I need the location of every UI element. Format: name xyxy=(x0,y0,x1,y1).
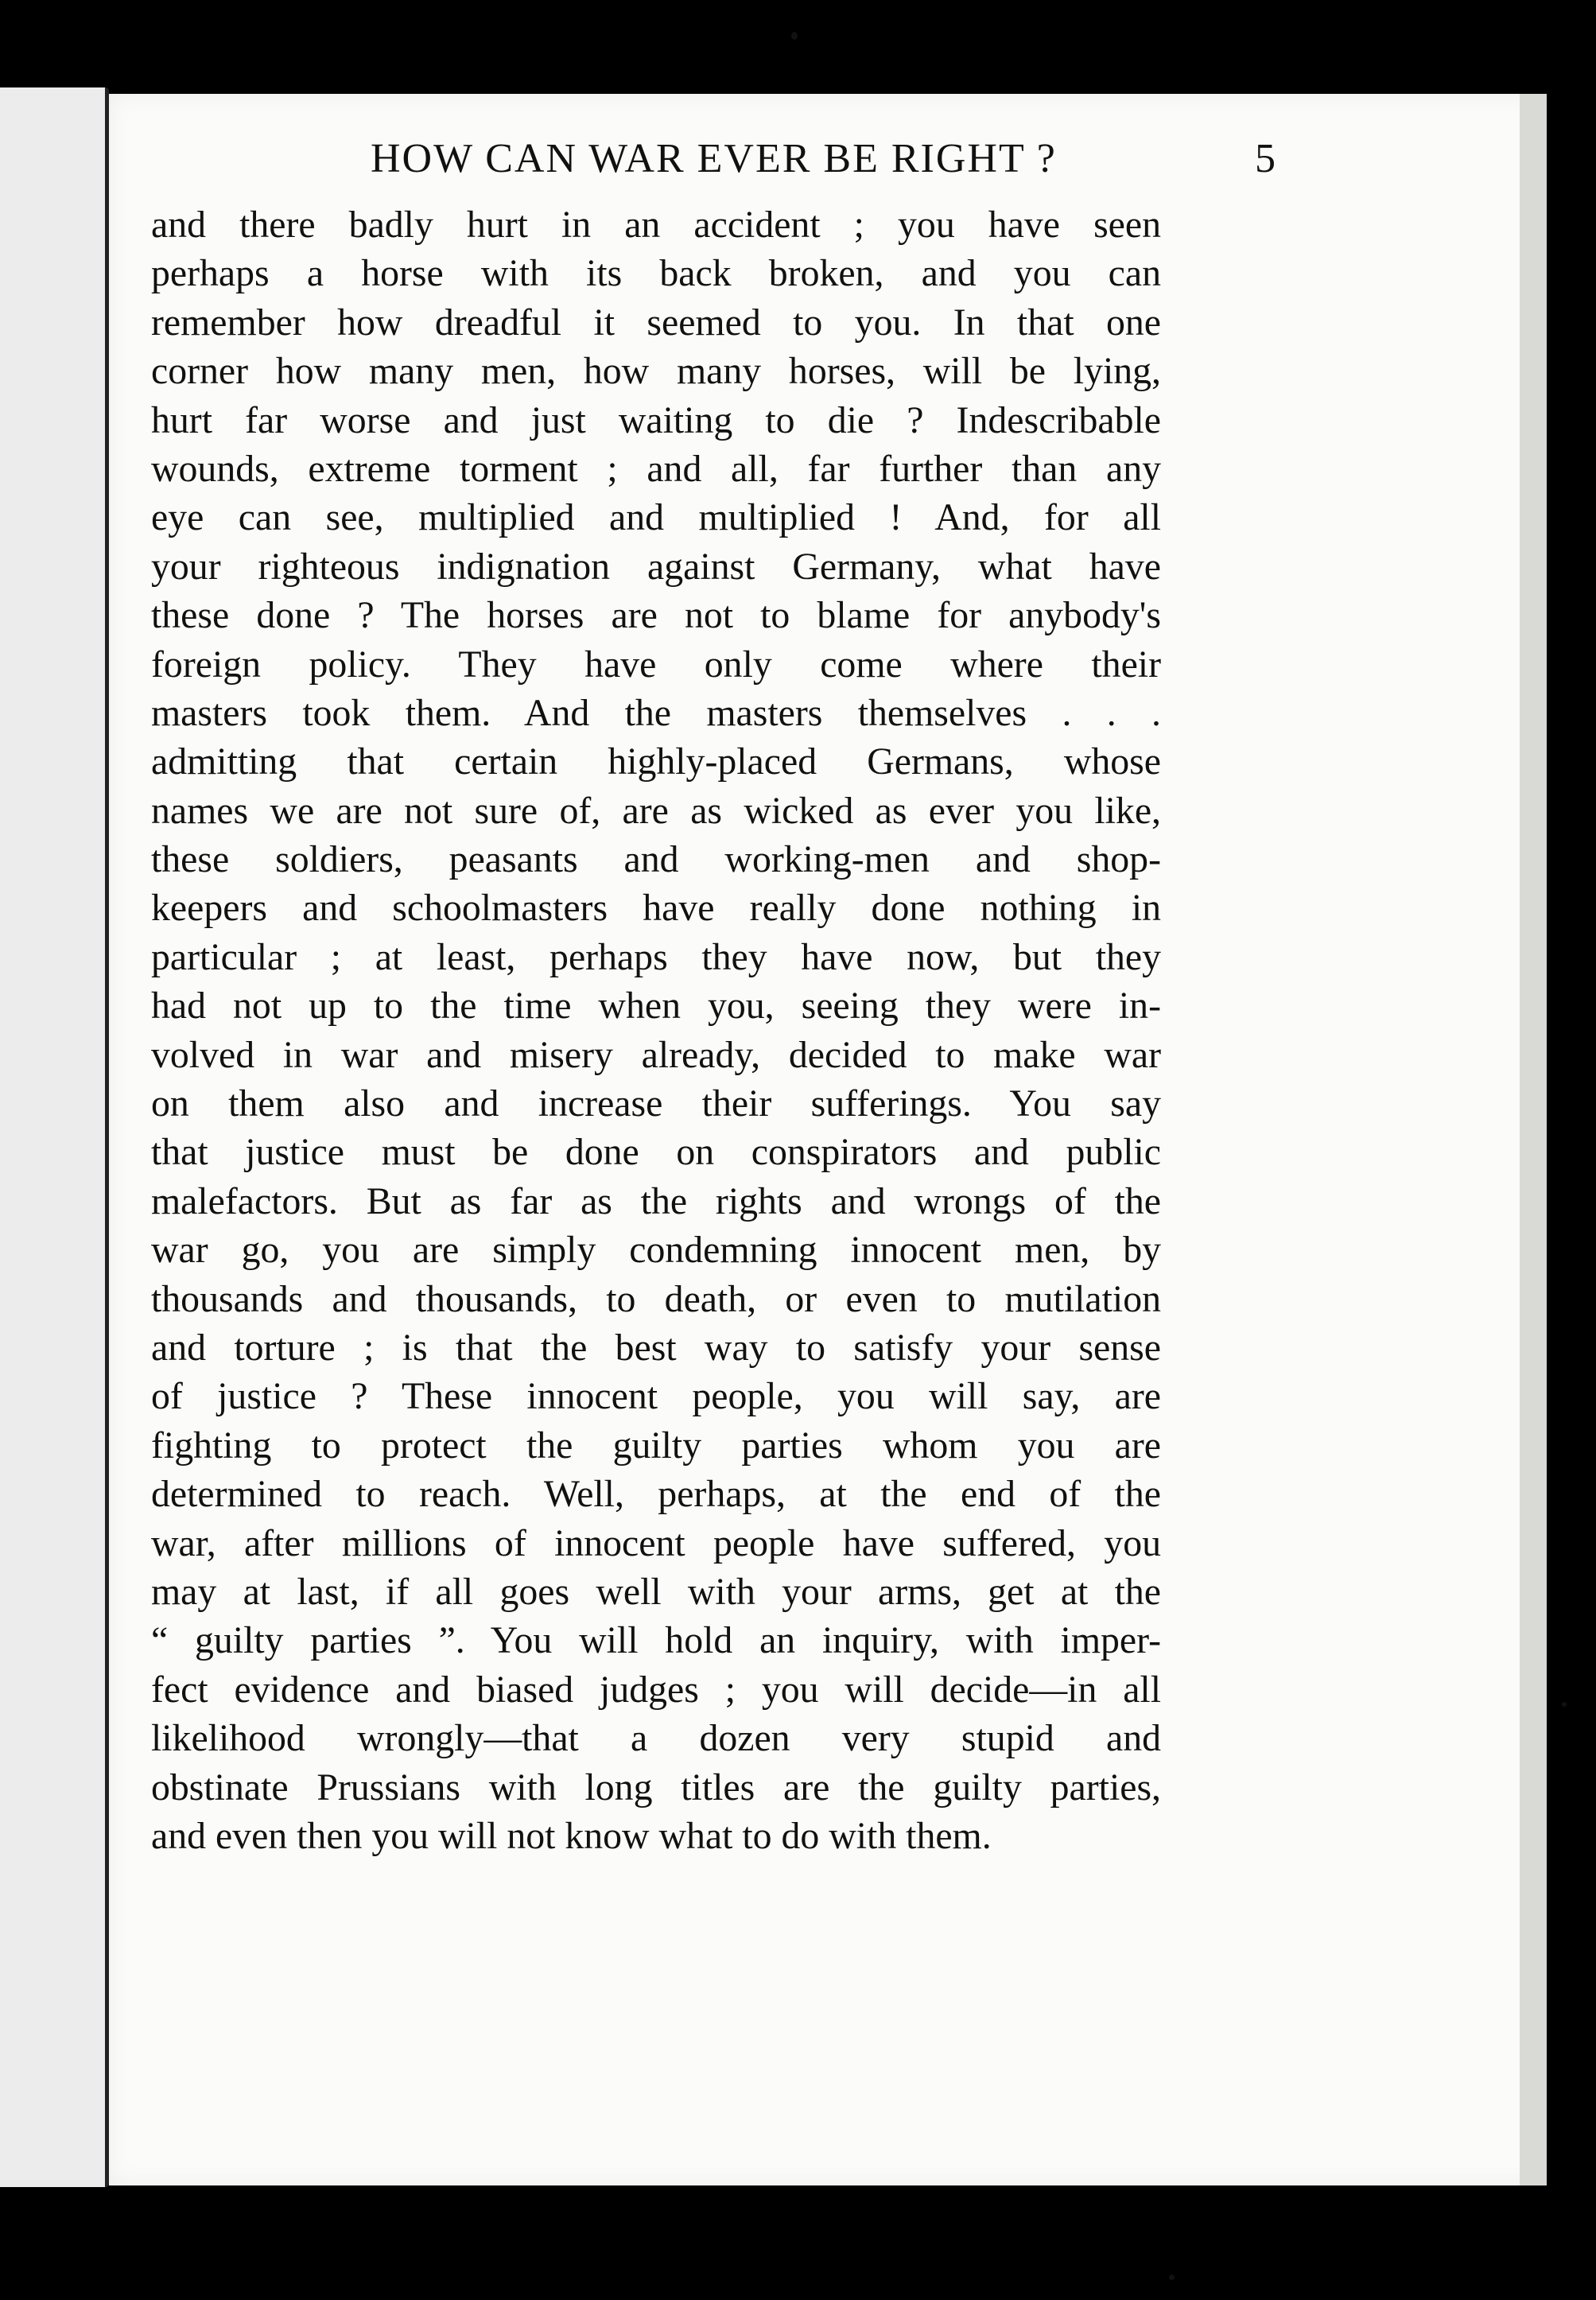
text-line: perhaps a horse with its back broken, and you can xyxy=(151,252,1161,295)
page-number: 5 xyxy=(1255,136,1276,181)
text-line: and there badly hurt in an accident ; you have seen xyxy=(151,204,1161,246)
scan-speck xyxy=(791,32,798,40)
text-line: obstinate Prussians with long titles are the guilty parties, xyxy=(151,1766,1161,1809)
text-line: admitting that certain highly-placed Germans, whose xyxy=(151,740,1161,783)
text-line: hurt far worse and just waiting to die ? Indescribable xyxy=(151,398,1161,441)
text-line: wounds, extreme torment ; and all, far further than any xyxy=(151,447,1161,490)
running-head: HOW CAN WAR EVER BE RIGHT ? xyxy=(371,136,1057,181)
text-line: “ guilty parties ”. You will hold an inquiry, with imper- xyxy=(151,1619,1161,1662)
scan-speck xyxy=(1562,1702,1567,1707)
text-line: eye can see, multiplied and multiplied ! And, for all xyxy=(151,496,1161,539)
text-line: masters took them. And the masters themselves . . . xyxy=(151,691,1161,734)
text-line: corner how many men, how many horses, will be lying, xyxy=(151,350,1161,393)
text-line: remember how dreadful it seemed to you. In that one xyxy=(151,301,1161,344)
text-line: that justice must be done on conspirators and public xyxy=(151,1131,1161,1174)
text-line: war go, you are simply condemning innocent men, by xyxy=(151,1229,1161,1272)
text-line: these done ? The horses are not to blame for anybody's xyxy=(151,594,1161,637)
page-header xyxy=(267,135,1276,199)
text-line: names we are not sure of, are as wicked as ever you like, xyxy=(151,789,1161,832)
text-line: keepers and schoolmasters have really done nothing in xyxy=(151,887,1161,930)
left-page-edge xyxy=(0,87,109,2187)
text-line: and torture ; is that the best way to satisfy your sense xyxy=(151,1326,1161,1369)
body-text xyxy=(151,200,1161,1860)
text-line: foreign policy. They have only come where their xyxy=(151,643,1161,686)
scan-speck xyxy=(1169,2275,1175,2280)
text-line: fighting to protect the guilty parties whom you are xyxy=(151,1424,1161,1467)
text-line: volved in war and misery already, decided to make war xyxy=(151,1033,1161,1076)
text-line: may at last, if all goes well with your arms, get at the xyxy=(151,1570,1161,1613)
text-line: determined to reach. Well, perhaps, at the end of the xyxy=(151,1473,1161,1516)
text-line: and even then you will not know what to do with them. xyxy=(151,1814,992,1857)
text-line: of justice ? These innocent people, you will say, are xyxy=(151,1375,1161,1418)
text-line: thousands and thousands, to death, or even to mutilation xyxy=(151,1277,1161,1320)
text-line: malefactors. But as far as the rights and wrongs of the xyxy=(151,1179,1161,1222)
text-line: fect evidence and biased judges ; you will decide—in all xyxy=(151,1668,1161,1711)
text-line: your righteous indignation against Germany, what have xyxy=(151,545,1161,588)
text-line: these soldiers, peasants and working-men and shop- xyxy=(151,838,1161,881)
text-line: war, after millions of innocent people have suffered, you xyxy=(151,1521,1161,1564)
text-line: had not up to the time when you, seeing they were in- xyxy=(151,985,1161,1028)
text-line: on them also and increase their sufferings. You say xyxy=(151,1082,1161,1125)
text-line: likelihood wrongly—that a dozen very stupid and xyxy=(151,1717,1161,1760)
text-line: particular ; at least, perhaps they have now, but they xyxy=(151,935,1161,978)
